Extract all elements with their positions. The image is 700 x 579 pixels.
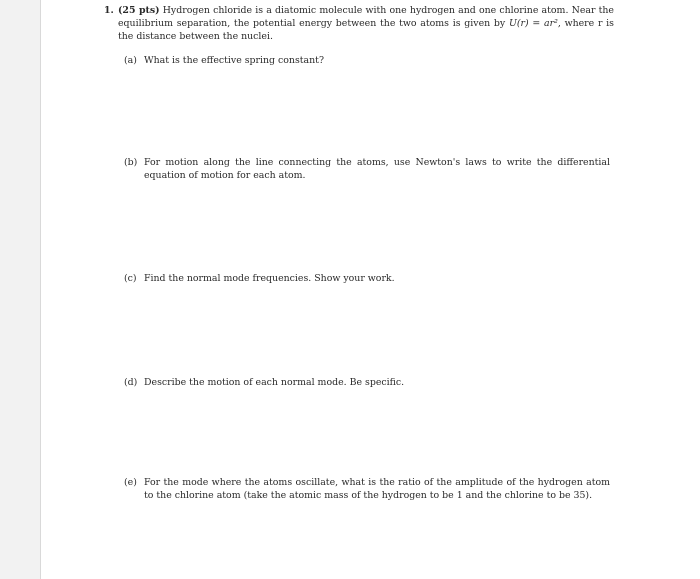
part-label: (b) bbox=[124, 157, 138, 168]
question-part-e bbox=[124, 476, 610, 502]
part-label: (a) bbox=[124, 55, 137, 66]
problem-number: 1. bbox=[104, 5, 114, 16]
question-part-d bbox=[124, 376, 610, 389]
problem-intro bbox=[118, 4, 614, 43]
question-part-b bbox=[124, 156, 610, 182]
part-text: For the mode where the atoms oscillate, what is the ratio of the amplitude of the hydrogen atom to the chlorine atom (take the atomic mass of the hydrogen to be 1 and the chlorine to be 35). bbox=[144, 477, 610, 501]
intro-text-2: , where r is the distance between the nuclei. bbox=[118, 18, 614, 42]
problem-points: (25 pts) bbox=[118, 5, 160, 16]
question-part-c bbox=[124, 272, 610, 285]
part-text: For motion along the line connecting the atoms, use Newton's laws to write the differential equation of motion for each atom. bbox=[144, 157, 610, 181]
part-label: (d) bbox=[124, 377, 138, 388]
intro-text-1: Hydrogen chloride is a diatomic molecule with one hydrogen and one chlorine atom. Near the equilibrium separation, the potential energy between the two atoms is given by bbox=[118, 5, 614, 29]
part-text: Describe the motion of each normal mode. Be specific. bbox=[144, 377, 405, 388]
part-label: (e) bbox=[124, 477, 137, 488]
part-text: Find the normal mode frequencies. Show your work. bbox=[144, 273, 395, 284]
potential-equation: U(r) = ar² bbox=[508, 18, 558, 29]
question-part-a bbox=[124, 54, 610, 67]
part-text: What is the effective spring constant? bbox=[144, 55, 324, 66]
part-label: (c) bbox=[124, 273, 137, 284]
problem-statement bbox=[104, 4, 614, 43]
